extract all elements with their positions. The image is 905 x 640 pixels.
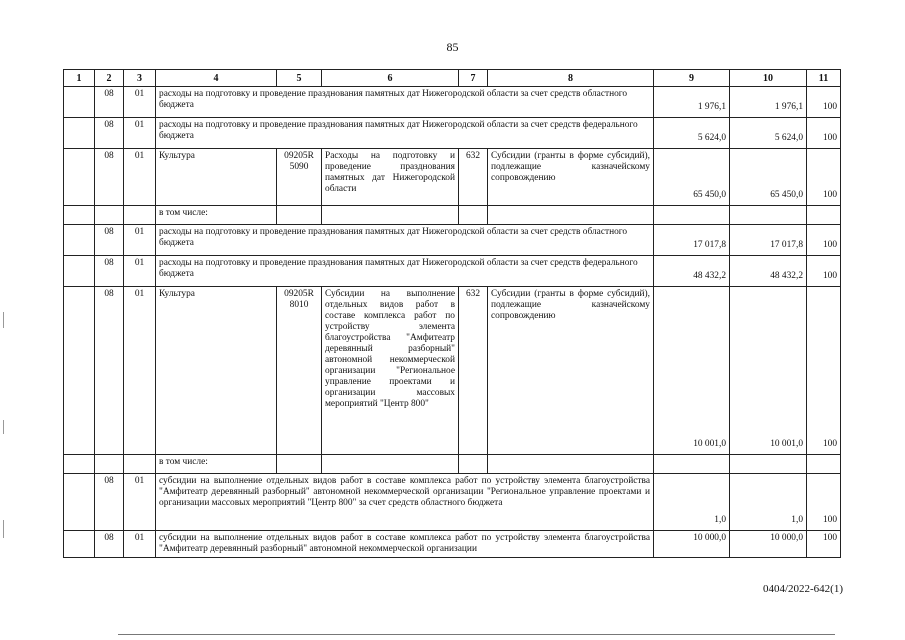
program-name: Культура — [156, 149, 277, 206]
amount-actual: 48 432,2 — [730, 256, 807, 287]
percent: 100 — [807, 118, 841, 149]
expense-description: Субсидии на выполнение отдельных видов работ в составе комплекса работ по устройству элемента благоустройства "Амфитеатр деревянный разборный" автономной некоммерческой организации "Региональное управление проектами и организации массовых мероприятий "Центр 800" — [322, 287, 459, 455]
header-row — [64, 70, 841, 87]
amount-actual: 5 624,0 — [730, 118, 807, 149]
column-header-10: 10 — [730, 70, 807, 87]
table-row — [64, 531, 841, 558]
percent: 100 — [807, 225, 841, 256]
column-header-4: 4 — [156, 70, 277, 87]
subsection-code: 01 — [124, 118, 156, 149]
column-header-8: 8 — [488, 70, 654, 87]
section-code: 08 — [95, 225, 124, 256]
expense-type-code: 632 — [459, 149, 488, 206]
program-name: Культура — [156, 287, 277, 455]
table-row — [64, 287, 841, 455]
amount-plan: 48 432,2 — [654, 256, 730, 287]
amount-plan: 10 000,0 — [654, 531, 730, 558]
percent: 100 — [807, 256, 841, 287]
subsection-code: 01 — [124, 287, 156, 455]
row-description: расходы на подготовку и проведение празднования памятных дат Нижегородской области за счет средств федерального бюджета — [156, 118, 654, 149]
percent: 100 — [807, 149, 841, 206]
scan-artifact — [3, 420, 4, 434]
page-bottom-rule — [118, 634, 835, 635]
percent: 100 — [807, 474, 841, 531]
subsection-code: 01 — [124, 531, 156, 558]
column-header-6: 6 — [322, 70, 459, 87]
table-row — [64, 474, 841, 531]
table-row — [64, 149, 841, 206]
amount-actual: 65 450,0 — [730, 149, 807, 206]
subsection-code: 01 — [124, 256, 156, 287]
scan-artifact — [3, 520, 4, 538]
table-row — [64, 87, 841, 118]
row-description: расходы на подготовку и проведение празднования памятных дат Нижегородской области за счет средств областного бюджета — [156, 225, 654, 256]
section-code: 08 — [95, 87, 124, 118]
section-code: 08 — [95, 287, 124, 455]
amount-actual: 17 017,8 — [730, 225, 807, 256]
table-row — [64, 256, 841, 287]
row-description: расходы на подготовку и проведение празднования памятных дат Нижегородской области за счет средств областного бюджета — [156, 87, 654, 118]
amount-plan: 17 017,8 — [654, 225, 730, 256]
document-code: 0404/2022-642(1) — [762, 583, 843, 595]
target-article-code: 09205R 5090 — [277, 149, 322, 206]
scan-artifact — [3, 312, 4, 328]
row-description: субсидии на выполнение отдельных видов работ в составе комплекса работ по устройству элемента благоустройства "Амфитеатр деревянный разборный" автономной некоммерческой организации "Региональное управление проектами и организации массовых мероприятий "Центр 800" за счет средств областного бюджета — [156, 474, 654, 531]
table-body — [64, 70, 841, 558]
amount-plan: 1,0 — [654, 474, 730, 531]
amount-actual: 1,0 — [730, 474, 807, 531]
expense-type-name: Субсидии (гранты в форме субсидий), подлежащие казначейскому сопровождению — [488, 149, 654, 206]
table-row — [64, 455, 841, 474]
column-header-7: 7 — [459, 70, 488, 87]
percent: 100 — [807, 531, 841, 558]
amount-actual: 10 000,0 — [730, 531, 807, 558]
page-number: 85 — [446, 40, 459, 54]
subsection-code: 01 — [124, 87, 156, 118]
subsection-code: 01 — [124, 225, 156, 256]
column-header-1: 1 — [64, 70, 95, 87]
percent: 100 — [807, 87, 841, 118]
section-code: 08 — [95, 474, 124, 531]
amount-actual: 1 976,1 — [730, 87, 807, 118]
column-header-3: 3 — [124, 70, 156, 87]
amount-actual: 10 001,0 — [730, 287, 807, 455]
section-code: 08 — [95, 118, 124, 149]
column-header-9: 9 — [654, 70, 730, 87]
amount-plan: 10 001,0 — [654, 287, 730, 455]
budget-table — [63, 69, 841, 558]
expense-description: Расходы на подготовку и проведение празднования памятных дат Нижегородской области — [322, 149, 459, 206]
section-code: 08 — [95, 149, 124, 206]
amount-plan: 65 450,0 — [654, 149, 730, 206]
amount-plan: 5 624,0 — [654, 118, 730, 149]
subsection-code: 01 — [124, 149, 156, 206]
column-header-11: 11 — [807, 70, 841, 87]
column-header-2: 2 — [95, 70, 124, 87]
row-description: субсидии на выполнение отдельных видов работ в составе комплекса работ по устройству элемента благоустройства "Амфитеатр деревянный разборный" автономной некоммерческой организации — [156, 531, 654, 558]
table-row — [64, 206, 841, 225]
section-code: 08 — [95, 531, 124, 558]
expense-type-name: Субсидии (гранты в форме субсидий), подлежащие казначейскому сопровождению — [488, 287, 654, 455]
note-text: в том числе: — [156, 455, 277, 474]
table-row — [64, 225, 841, 256]
percent: 100 — [807, 287, 841, 455]
row-description: расходы на подготовку и проведение празднования памятных дат Нижегородской области за счет средств федерального бюджета — [156, 256, 654, 287]
section-code: 08 — [95, 256, 124, 287]
subsection-code: 01 — [124, 474, 156, 531]
expense-type-code: 632 — [459, 287, 488, 455]
amount-plan: 1 976,1 — [654, 87, 730, 118]
column-header-5: 5 — [277, 70, 322, 87]
target-article-code: 09205R 8010 — [277, 287, 322, 455]
note-text: в том числе: — [156, 206, 277, 225]
table-row — [64, 118, 841, 149]
